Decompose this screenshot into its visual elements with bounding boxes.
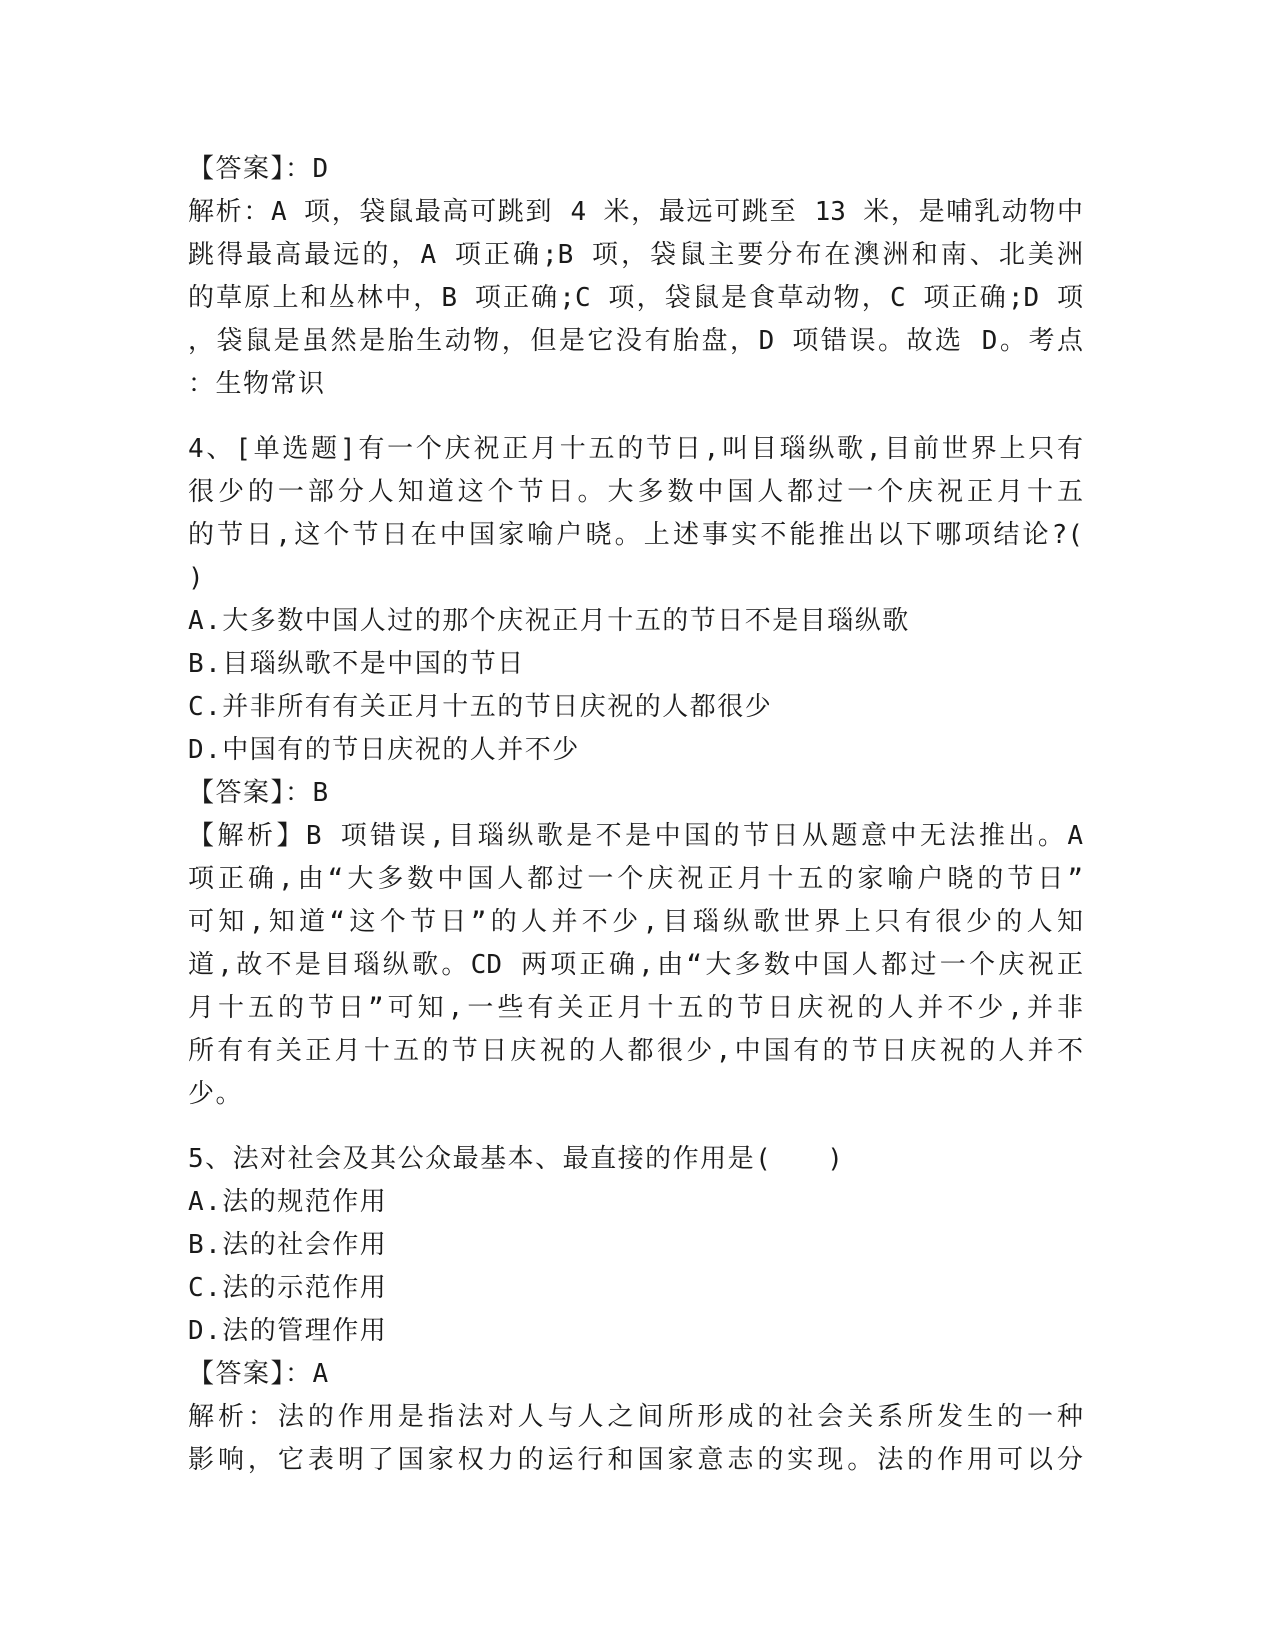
question-5-block (188, 1138, 1083, 1482)
analysis-paragraph (188, 1396, 1083, 1482)
analysis-line: 所有有关正月十五的节日庆祝的人都很少,中国有的节日庆祝的人并不 (188, 1036, 1083, 1066)
question-line: 的节日,这个节日在中国家喻户晓。上述事实不能推出以下哪项结论?( (188, 520, 1083, 550)
document-page (188, 148, 1083, 1482)
options-list (188, 1181, 1083, 1353)
option-c: C.并非所有有关正月十五的节日庆祝的人都很少 (188, 692, 773, 722)
question-line: 很少的一部分人知道这个节日。大多数中国人都过一个庆祝正月十五 (188, 477, 1083, 507)
option-b: B.法的社会作用 (188, 1230, 388, 1260)
question-line: ) (188, 563, 206, 593)
analysis-line: 解析：法的作用是指法对人与人之间所形成的社会关系所发生的一种 (188, 1402, 1083, 1432)
question-line: 4、[单选题]有一个庆祝正月十五的节日,叫目瑙纵歌,目前世界上只有 (188, 434, 1083, 464)
question-4-block (188, 428, 1083, 1116)
analysis-line: 跳得最高最远的，A 项正确;B 项，袋鼠主要分布在澳洲和南、北美洲 (188, 240, 1083, 270)
analysis-line: 少。 (188, 1079, 244, 1109)
question-stem (188, 428, 1083, 600)
answer-line: 【答案】：B (188, 778, 330, 808)
option-d: D.法的管理作用 (188, 1316, 388, 1346)
analysis-line: 项正确,由“大多数中国人都过一个庆祝正月十五的家喻户晓的节日” (188, 864, 1083, 894)
option-c: C.法的示范作用 (188, 1273, 388, 1303)
analysis-line: 月十五的节日”可知,一些有关正月十五的节日庆祝的人并不少,并非 (188, 993, 1083, 1023)
analysis-line: 解析：A 项，袋鼠最高可跳到 4 米，最远可跳至 13 米，是哺乳动物中 (188, 197, 1083, 227)
analysis-line: ，袋鼠是虽然是胎生动物，但是它没有胎盘，D 项错误。故选 D。考点 (188, 326, 1083, 356)
analysis-line: 【解析】B 项错误,目瑙纵歌是不是中国的节日从题意中无法推出。A (188, 821, 1083, 851)
answer-line: 【答案】：D (188, 154, 330, 184)
analysis-paragraph (188, 191, 1083, 406)
analysis-line: 道,故不是目瑙纵歌。CD 两项正确,由“大多数中国人都过一个庆祝正 (188, 950, 1083, 980)
section-gap (188, 406, 1083, 428)
question-3-block (188, 148, 1083, 406)
option-a: A.大多数中国人过的那个庆祝正月十五的节日不是目瑙纵歌 (188, 606, 910, 636)
analysis-paragraph (188, 815, 1083, 1116)
option-b: B.目瑙纵歌不是中国的节日 (188, 649, 525, 679)
answer-line: 【答案】：A (188, 1359, 330, 1389)
options-list (188, 600, 1083, 772)
analysis-line: 可知,知道“这个节日”的人并不少,目瑙纵歌世界上只有很少的人知 (188, 907, 1083, 937)
section-gap (188, 1116, 1083, 1138)
analysis-line: 的草原上和丛林中，B 项正确;C 项，袋鼠是食草动物，C 项正确;D 项 (188, 283, 1083, 313)
analysis-line: ：生物常识 (188, 369, 326, 399)
option-a: A.法的规范作用 (188, 1187, 388, 1217)
question-line: 5、法对社会及其公众最基本、最直接的作用是( ) (188, 1144, 845, 1174)
analysis-line: 影响，它表明了国家权力的运行和国家意志的实现。法的作用可以分 (188, 1445, 1083, 1475)
option-d: D.中国有的节日庆祝的人并不少 (188, 735, 580, 765)
